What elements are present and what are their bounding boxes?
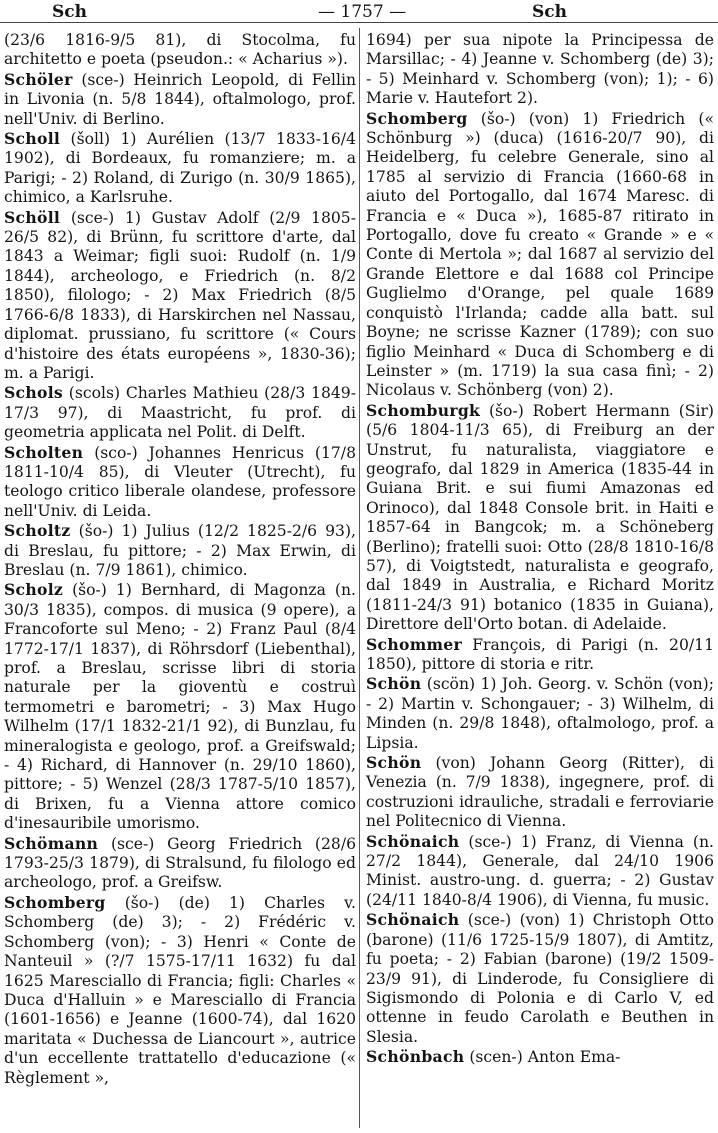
entry [4, 30, 356, 70]
entry [4, 580, 356, 833]
headword: Schomberg [366, 108, 468, 128]
headword: Scholz [4, 580, 64, 600]
entry [366, 109, 714, 401]
column-right [366, 30, 714, 1068]
entry-text: (sce-) Georg Friedrich (28/6 1793-25/3 1879), di Stralsund, fu filologo ed archeologo, prof. a Greifsw. [4, 834, 356, 892]
entry-text: 1694) per sua nipote la Principessa de Marsillac; - 4) Jeanne v. Schomberg (de) 3); - 5) Meinhard v. Schomberg (von); 1); - 6) Marie v. Hautefort 2). [366, 31, 714, 108]
page-header [0, 0, 718, 23]
entry-text: (sce-) 1) Franz, di Vienna (n. 27/2 1844), Generale, dal 24/10 1906 Minist. austro-ung. d. guerra; - 2) Gustav (24/11 1840-8/4 1906), di Vienna, fu music. [366, 832, 714, 909]
entry-text: (šo-) 1) Bernhard, di Magonza (n. 30/3 1835), compos. di musica (9 opere), a Francoforte sul Meno; - 2) Franz Paul (8/4 1772-17/1 1837), di Röhrsdorf (Liebenthal), prof. a Breslau, scrisse libri di storia naturale per la gioventù e costruì termometri e barometri; - 3) Max Hugo Wilhelm (17/1 1832-21/1 92), di Bunzlau, fu mineralogista e geologo, prof. a Greifswald; - 4) Richard, di Hannover (n. 29/10 1860), pittore; - 5) Wenzel (28/3 1787-5/10 1857), di Brixen, fu a Vienna attore comico d'inesauribile umorismo. [4, 581, 356, 833]
entry [4, 208, 356, 384]
entry-text: (šo-) (von) 1) Friedrich (« Schönburg ») (duca) (1616-20/7 90), di Heidelberg, fu celebre Generale, sino al 1785 al servizio di Francia (1660-68 in aiuto del Portogallo, dal 1674 Maresc. di Francia e « Duca »), 1685-87 ritirato in Portogallo, dove fu creato « Grande » e « Conte di Mertola »; dal 1687 al servizio del Grande Elettore e dal 1688 col Principe Guglielmo d'Orange, pel quale 1689 conquistò l'Irlanda; cadde alla batt. sul Boyne; ne scrisse Kazner (1789); con suo figlio Meinhard « Duca di Schomberg e di Leinster » (m. 1719) la sua casa finì; - 2) Nicolaus v. Schönberg (von) 2). [366, 109, 714, 400]
headword: Schomberg [4, 892, 106, 912]
column-left [4, 30, 356, 1088]
entry-text: (von) Johann Georg (Ritter), di Venezia (n. 7/9 1838), ingegnere, prof. di costruzioni idrauliche, stradali e ferroviarie nel Politecnico di Vienna. [366, 754, 714, 831]
entry [366, 635, 714, 675]
entry-text: (sce-) (von) 1) Christoph Otto (barone) (11/6 1725-15/9 1807), di Amtitz, fu poeta; - 2) Fabian (barone) (19/2 1509-23/9 91), di Linderode, fu Consigliere di Sigismondo di Polonia e di Carlo V, ed ottenne in feudo Carolath e Beuthen in Slesia. [366, 911, 714, 1046]
entry [4, 443, 356, 522]
entry-text: (sce-) 1) Gustav Adolf (2/9 1805-26/5 82), di Brünn, fu scrittore d'arte, dal 1843 a Weimar; figli suoi: Rudolf (n. 1/9 1844), archeologo, e Friedrich (n. 8/2 1850), filologo; - 2) Max Friedrich (8/5 1766-6/8 1833), di Harskirchen nel Nassau, diplomat. prussiano, fu scrittore (« Cours d'histoire des états européens », 1830-36); m. a Parigi. [4, 208, 356, 382]
entry [4, 521, 356, 580]
headword: Scholtz [4, 521, 71, 541]
headword: Schönaich [366, 910, 460, 930]
header-right: Sch [532, 2, 567, 22]
entry [366, 674, 714, 753]
entry [4, 893, 356, 1088]
headword: Schommer [366, 634, 463, 654]
headword: Scholl [4, 129, 61, 149]
headword: Schols [4, 383, 63, 403]
entry [4, 129, 356, 208]
entry [366, 401, 714, 635]
entry [4, 834, 356, 893]
entry-text: (šo-) (de) 1) Charles v. Schomberg (de) 3); - 2) Frédéric v. Schomberg (von); - 3) Henri « Conte de Nanteuil » (?/7 1575-17/11 1632) fu dal 1625 Maresciallo di Francia; figli: Charles « Duca d'Halluin » e Maresciallo di Francia (1601-1656) e Jeanne (1600-74), dal 1620 maritata « Duchessa de Liancourt », autrice d'un eccellente trattatello d'educazione (« Règlement », [4, 893, 356, 1087]
page-number: — 1757 — [318, 2, 407, 22]
entry-text: (scön) 1) Joh. Georg. v. Schön (von); - 2) Martin v. Schongauer; - 3) Wilhelm, di Minden (n. 29/8 1848), oftalmologo, prof. a Lipsia. [366, 675, 714, 752]
headword: Schöler [4, 69, 73, 89]
entry-text: François, di Parigi (n. 20/11 1850), pittore di storia e ritr. [366, 635, 714, 673]
headword: Schön [366, 674, 422, 694]
entry-text: (sco-) Johannes Henricus (17/8 1811-10/4 85), di Vleuter (Utrecht), fu teologo critico liberale olandese, professore nell'Univ. di Leida. [4, 443, 356, 520]
entry-text: (scen-) Anton Ema- [464, 1048, 621, 1067]
headword: Schönbach [366, 1047, 465, 1067]
header-left: Sch [52, 2, 87, 22]
headword: Schömann [4, 833, 99, 853]
entry [366, 1047, 714, 1067]
entry-text: (sce-) Heinrich Leopold, di Fellin in Livonia (n. 5/8 1844), oftalmologo, prof. nell'Univ. di Berlino. [4, 70, 356, 128]
entry-text: (23/6 1816-9/5 81), di Stocolma, fu architetto e poeta (pseudon.: « Acharius »). [4, 31, 356, 69]
column-divider [359, 28, 360, 1128]
entry [366, 910, 714, 1047]
entry-text: (šo-) Robert Hermann (Sir) (5/6 1804-11/3 65), di Freiburg an der Unstrut, fu naturalista, viaggiatore e geografo, dal 1829 in America (1835-44 in Guiana Brit. e sui fiumi Amazonas ed Orinoco), dal 1848 Console brit. in Haiti e 1857-64 in Bangcok; m. a Schöneberg (Berlino); fratelli suoi: Otto (28/8 1810-16/8 57), di Voigtstedt, naturalista e geografo, dal 1849 in Australia, e Richard Moritz (1811-24/3 91) botanico (1835 in Guiana), Direttore dell'Orto botan. di Adelaide. [366, 401, 714, 634]
entry [4, 383, 356, 442]
headword: Scholten [4, 442, 84, 462]
headword: Schön [366, 753, 422, 773]
entry [366, 832, 714, 911]
entry [366, 753, 714, 832]
entry-text: (scols) Charles Mathieu (28/3 1849-17/3 97), di Maastricht, fu prof. di geometria applicata nel Polit. di Delft. [4, 384, 356, 442]
entry-text: (šoll) 1) Aurélien (13/7 1833-16/4 1902), di Bordeaux, fu romanziere; m. a Parigi; - 2) Roland, di Zurigo (n. 30/9 1865), chimico, a Karlsruhe. [4, 130, 356, 207]
entry [366, 30, 714, 109]
headword: Schomburgk [366, 400, 481, 420]
entry-text: (šo-) 1) Julius (12/2 1825-2/6 93), di Breslau, fu pittore; - 2) Max Erwin, di Breslau (n. 7/9 1861), chimico. [4, 522, 356, 579]
headword: Schöll [4, 207, 61, 227]
headword: Schönaich [366, 831, 460, 851]
entry [4, 70, 356, 129]
